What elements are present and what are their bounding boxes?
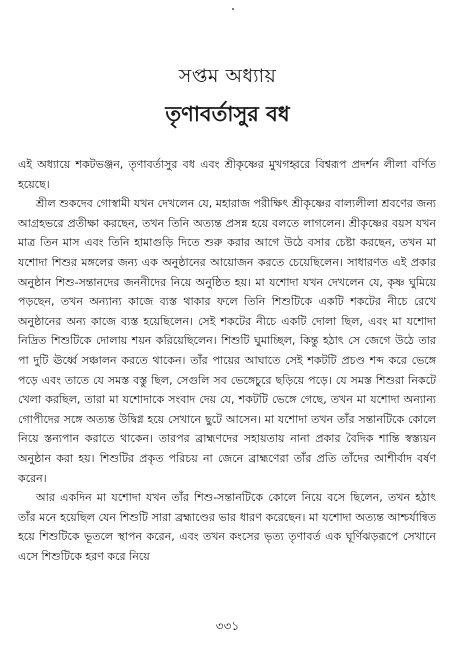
page-number: ৩৩১ — [215, 619, 240, 633]
body-paragraph: শ্রীল শুকদেব গোস্বামী যখন দেখলেন যে, মহারাজ পরীক্ষিৎ শ্রীকৃষ্ণের বাল্যলীলা শ্রবণের জন্য আগ্রহভরে প্রতীক্ষা করছেন, তখন তিনি অত্যন্ত প্রসন্ন হয়ে বলতে লাগলেন। শ্রীকৃষ্ণের বয়স যখন মাত্র তিন মাস এবং তিনি হামাগুড়ি দিতে শুরু করার আগে উঠে বসার চেষ্টা করছেন, তখন মা যশোদা শিশুর মঙ্গলের জন্য এক অনুষ্ঠানের আয়োজন করতে চেয়েছিলেন। সাধারণত এই প্রকার অনুষ্ঠান শিশু-সন্তানদের জননীদের নিয়ে অনুষ্ঠিত হয়। মা যশোদা যখন দেখলেন যে, কৃষ্ণ ঘুমিয়ে পড়ছেন, তখন অন্যান্য কাজে ব্যস্ত থাকার ফলে তিনি শিশুটিকে একটি শকটের নীচে রেখে অনুষ্ঠানের অন্য কাজে ব্যস্ত হয়েছিলেন। সেই শকটের নীচে একটি দোলা ছিল, এবং মা যশোদা নিদ্রিত শিশুটিকে দোলায় শয়ন করিয়েছিলেন। শিশুটি ঘুমাচ্ছিল, কিন্তু হঠাৎ সে জেগে উঠে তার পা দুটি ঊর্ধ্বে সঞ্চালন করতে থাকেন। তাঁর পায়ের আঘাতে সেই শকটটি প্রচণ্ড শব্দ করে ভেঙ্গে পড়ে এবং তাতে যে সমস্ত বস্তু ছিল, সেগুলি সব ভেঙ্গেচুরে ছড়িয়ে পড়ে। যে সমস্ত শিশুরা নিকটে খেলা করছিল, তারা মা যশোদাকে সংবাদ দেয় যে, শকটটি ভেঙ্গে গেছে, তখন মা যশোদা অন্যান্য গোপীদের সঙ্গে অত্যন্ত উদ্বিগ্ন হয়ে সেখানে ছুটে আসেন। মা যশোদা তখন তাঁর সন্তানটিকে কোলে নিয়ে স্তন্যপান করাতে থাকেন। তারপর ব্রাহ্মণদের সহায়তায় নানা প্রকার বৈদিক শান্তি স্বস্ত্যয়ন অনুষ্ঠান করা হয়। শিশুটির প্রকৃত পরিচয় না জেনে ব্রাহ্মণেরা তাঁর প্রতি তাঁদের আশীর্বাদ বর্ষণ করেন। — [18, 197, 436, 485]
print-speck — [232, 8, 234, 10]
chapter-number: সপ্তম অধ্যায় — [178, 65, 277, 87]
chapter-title: তৃণাবর্তাসুর বধ — [165, 102, 290, 126]
body-paragraph: আর একদিন মা যশোদা যখন তাঁর শিশু-সন্তানটিকে কোলে নিয়ে বসে ছিলেন, তখন হঠাৎ তাঁর মনে হয়েছিল যেন শিশুটি সারা ব্রহ্মাণ্ডের ভার ধারণ করেছেন। মা যশোদা অত্যন্ত আশ্চর্যান্বিত হয়ে শিশুটিকে ভূতলে স্থাপন করেন, এবং তখন কংসের ভৃত্য তৃণাবর্ত এক ঘূর্ণিঝড়রূপে সেখানে এসে শিশুটিকে হরণ করে নিয়ে — [18, 491, 436, 563]
body-text — [18, 155, 436, 566]
summary-paragraph: এই অধ্যায়ে শকটভঞ্জন, তৃণাবর্তাসুর বধ এবং শ্রীকৃষ্ণের মুখগহ্বরে বিশ্বরূপ প্রদর্শন লীলা বর্ণিত হয়েছে। — [18, 158, 436, 191]
